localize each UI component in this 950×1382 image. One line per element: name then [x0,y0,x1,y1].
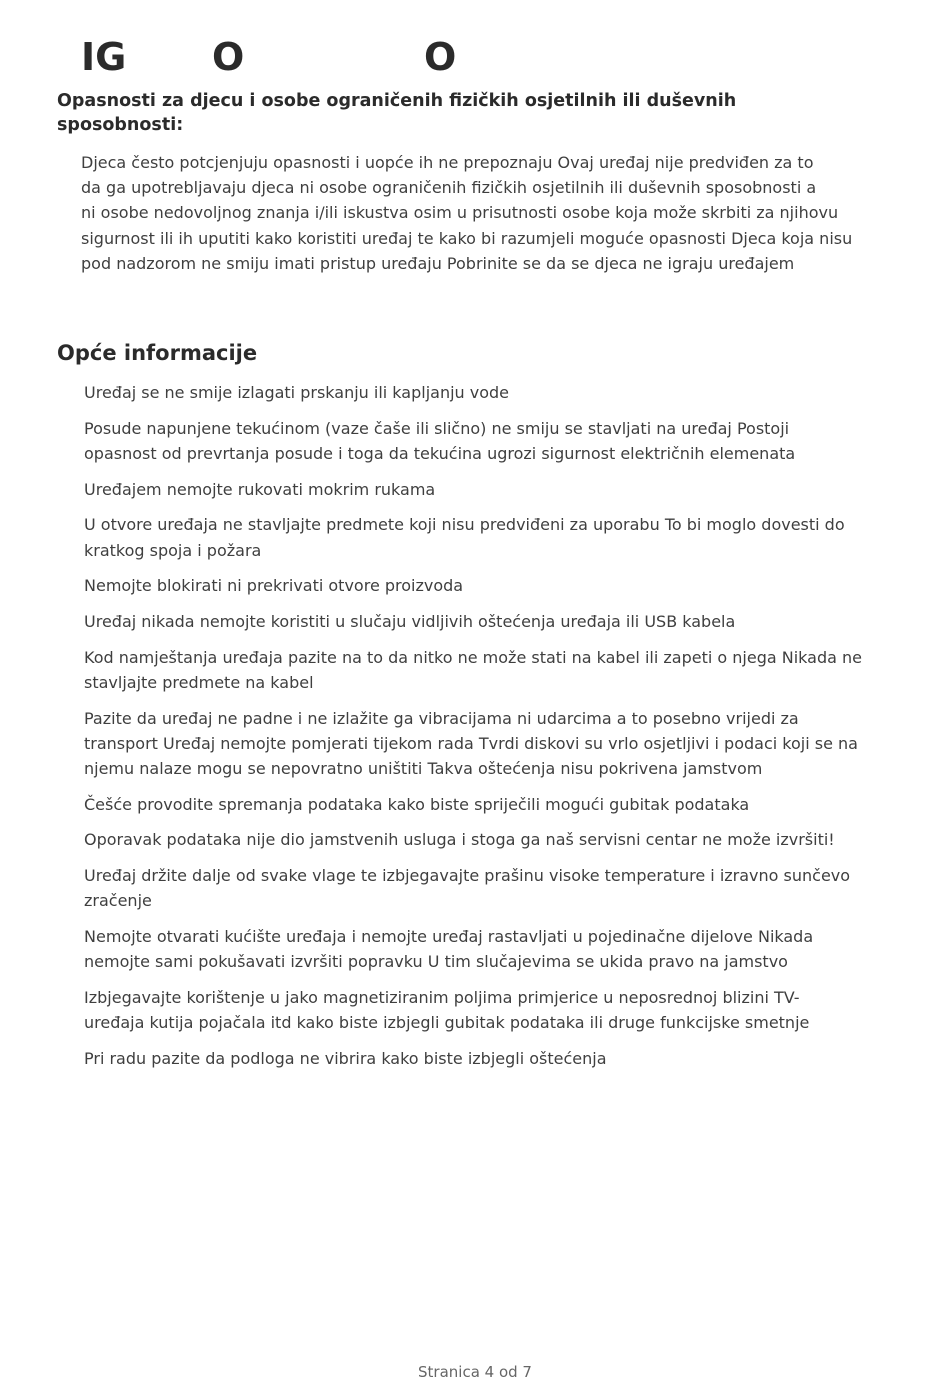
list-item [84,792,904,817]
item-line: njemu nalaze mogu se nepovratno uništiti Takva oštećenja nisu pokrivena jamstvom [84,758,763,778]
list-item [84,380,904,405]
list-item [84,1046,904,1071]
section-heading [0,34,950,80]
heading-fragment: O [424,35,457,79]
list-item [84,985,904,1035]
item-line: Pazite da uređaj ne padne i ne izlažite ga vibracijama ni udarcima a to posebno vrijedi za [84,708,799,728]
warning-paragraph [81,150,911,276]
item-line: Češće provodite spremanja podataka kako biste spriječili mogući gubitak podataka [84,794,750,814]
list-item [84,477,904,502]
warning-heading-line: sposobnosti: [57,115,184,135]
item-line: uređaja kutija pojačala itd kako biste izbjegli gubitak podataka ili druge funkcijske smetnje [84,1013,810,1033]
item-line: zračenje [84,891,152,911]
heading-fragment: O [212,35,245,79]
general-info-title: Opće informacije [57,341,258,365]
list-item [84,924,904,974]
item-line: Uređajem nemojte rukovati mokrim rukama [84,479,436,499]
item-line: nemojte sami pokušavati izvršiti popravku U tim slučajevima se ukida pravo na jamstvo [84,952,788,972]
item-line: U otvore uređaja ne stavljajte predmete koji nisu predviđeni za uporabu To bi moglo dovesti do [84,515,845,535]
list-item [84,512,904,562]
item-line: Nemojte blokirati ni prekrivati otvore proizvoda [84,576,464,596]
item-line: Kod namještanja uređaja pazite na to da nitko ne može stati na kabel ili zapeti o njega Nikada ne [84,647,862,667]
item-line: Uređaj držite dalje od svake vlage te izbjegavajte prašinu visoke temperature i izravno sunčevo [84,866,851,886]
paragraph-line: da ga upotrebljavaju djeca ni osobe ograničenih fizičkih osjetilnih ili duševnih sposobnosti a [81,178,817,198]
heading-fragment: IG [81,35,127,79]
list-item [84,645,904,695]
item-line: Izbjegavajte korištenje u jako magnetiziranim poljima primjerice u neposrednoj blizini TV- [84,987,800,1007]
list-item [84,706,904,782]
warning-heading-line: Opasnosti za djecu i osobe ograničenih fizičkih osjetilnih ili duševnih [57,91,737,111]
item-line: stavljajte predmete na kabel [84,672,314,692]
item-line: Posude napunjene tekućinom (vaze čaše ili slično) ne smiju se stavljati na uređaj Postoji [84,418,790,438]
item-line: Nemojte otvarati kućište uređaja i nemojte uređaj rastavljati u pojedinačne dijelove Nikada [84,926,814,946]
list-item [84,416,904,466]
list-item [84,573,904,598]
general-info-list [84,380,904,1081]
item-line: transport Uređaj nemojte pomjerati tijekom rada Tvrdi diskovi su vrlo osjetljivi i podaci koji se na [84,733,858,753]
paragraph-line: sigurnost ili ih uputiti kako koristiti uređaj te kako bi razumjeli moguće opasnosti Djeca koja nisu [81,228,853,248]
paragraph-line: Djeca često potcjenjuju opasnosti i uopće ih ne prepoznaju Ovaj uređaj nije predviđen za to [81,153,814,172]
item-line: kratkog spoja i požara [84,540,262,560]
list-item [84,609,904,634]
paragraph-line: pod nadzorom ne smiju imati pristup uređaju Pobrinite se da se djeca ne igraju uređajem [81,253,795,273]
item-line: Oporavak podataka nije dio jamstvenih usluga i stoga ga naš servisni centar ne može izvršiti! [84,830,835,850]
list-item [84,827,904,852]
item-line: Uređaj se ne smije izlagati prskanju ili kapljanju vode [84,383,510,402]
list-item [84,863,904,913]
paragraph-line: ni osobe nedovoljnog znanja i/ili iskustva osim u prisutnosti osobe koja može skrbiti za njihovu [81,203,839,223]
warning-heading [57,89,777,137]
item-line: Uređaj nikada nemojte koristiti u slučaju vidljivih oštećenja uređaja ili USB kabela [84,611,736,631]
item-line: Pri radu pazite da podloga ne vibrira kako biste izbjegli oštećenja [84,1048,607,1068]
item-line: opasnost od prevrtanja posude i toga da tekućina ugrozi sigurnost električnih elemenata [84,443,796,463]
page-number: Stranica 4 od 7 [418,1363,532,1381]
